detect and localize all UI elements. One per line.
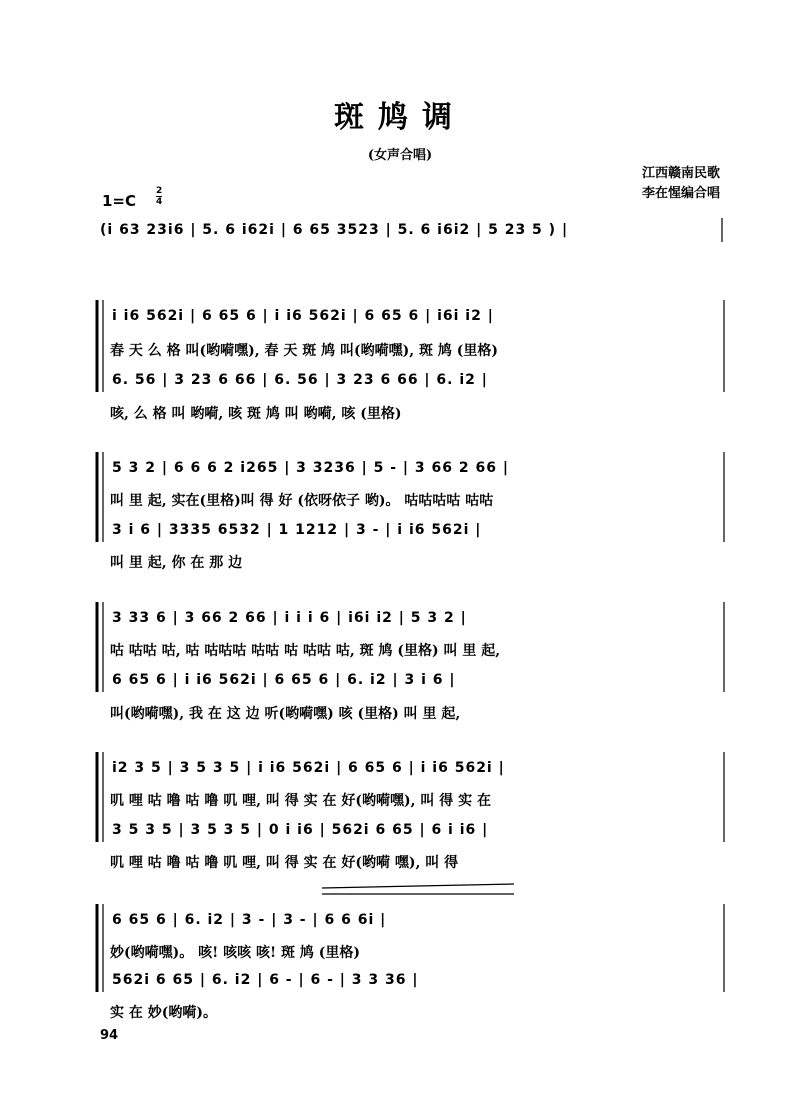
system-5-upper-notes: 6 65 6 | 6. i2 | 3 - | 3 - | 6 6 6i | xyxy=(112,912,387,928)
system-1-lower-notes: 6. 56 | 3 23 6 66 | 6. 56 | 3 23 6 66 | 6. i2 | xyxy=(112,372,488,388)
page-number: 94 xyxy=(100,1028,119,1043)
system-3-lower-notes: 6 65 6 | i i6 562i | 6 65 6 | 6. i2 | 3 i 6 | xyxy=(112,672,456,688)
system-5-upper-lyrics: 妙(哟嗬嘿)。 咳! 咳咳 咳! 斑 鸠 (里格) xyxy=(110,945,361,961)
system-4-lower-lyrics: 叽 哩 咕 噜 咕 噜 叽 哩, 叫 得 实 在 好(哟嗬 嘿), 叫 得 xyxy=(110,855,459,871)
system-1-upper-lyrics: 春 天 么 格 叫(哟嗬嘿), 春 天 斑 鸠 叫(哟嗬嘿), 斑 鸠 (里格) xyxy=(110,343,498,359)
system-2-upper-notes: 5 3 2 | 6 6 6 2 i265 | 3 3236 | 5 - | 3 66 2 66 | xyxy=(112,460,509,476)
arranger-credit: 李在惺编合唱 xyxy=(641,186,720,201)
system-1-lower-lyrics: 咳, 么 格 叫 哟嗬, 咳 斑 鸠 叫 哟嗬, 咳 (里格) xyxy=(110,406,402,422)
system-5-lower-notes: 562i 6 65 | 6. i2 | 6 - | 6 - | 3 3 36 | xyxy=(112,972,419,988)
system-2-lower-lyrics: 叫 里 起, 你 在 那 边 xyxy=(110,555,243,571)
source-credit: 江西赣南民歌 xyxy=(641,166,720,181)
system-2-lower-notes: 3 i 6 | 3335 6532 | 1 1212 | 3 - | i i6 562i | xyxy=(112,522,482,538)
meter-bottom: 4 xyxy=(156,197,163,207)
system-4-upper-notes: i2 3 5 | 3 5 3 5 | i i6 562i | 6 65 6 | i i6 562i | xyxy=(112,760,505,776)
fermata-line-top xyxy=(322,884,514,888)
key-signature: 1=C xyxy=(102,192,137,210)
system-5-lower-lyrics: 实 在 妙(哟嗬)。 xyxy=(110,1005,217,1021)
system-4-upper-lyrics: 叽 哩 咕 噜 咕 噜 叽 哩, 叫 得 实 在 好(哟嗬嘿), 叫 得 实 在 xyxy=(110,793,491,809)
system-2-upper-lyrics: 叫 里 起, 实在(里格)叫 得 好 (依呀依子 哟)。 咕咕咕咕 咕咕 xyxy=(110,493,494,509)
song-title: 斑鸠调 xyxy=(334,100,466,135)
system-3-upper-notes: 3 33 6 | 3 66 2 66 | i i i 6 | i6i i2 | 5 3 2 | xyxy=(112,610,467,626)
system-3-lower-lyrics: 叫(哟嗬嘿), 我 在 这 边 听(哟嗬嘿) 咳 (里格) 叫 里 起, xyxy=(110,706,461,722)
system-1-upper-notes: i i6 562i | 6 65 6 | i i6 562i | 6 65 6 | i6i i2 | xyxy=(112,308,494,324)
system-3-upper-lyrics: 咕 咕咕 咕, 咕 咕咕咕 咕咕 咕 咕咕 咕, 斑 鸠 (里格) 叫 里 起, xyxy=(110,643,501,659)
system-4-lower-notes: 3 5 3 5 | 3 5 3 5 | 0 i i6 | 562i 6 65 | 6 i i6 | xyxy=(112,822,489,838)
intro-notes: (i 63 23i6 | 5. 6 i62i | 6 65 3523 | 5. 6 i6i2 | 5 23 5 ) | xyxy=(100,222,569,238)
song-subtitle: (女声合唱) xyxy=(367,148,433,163)
meter-top: 2 xyxy=(156,186,163,196)
